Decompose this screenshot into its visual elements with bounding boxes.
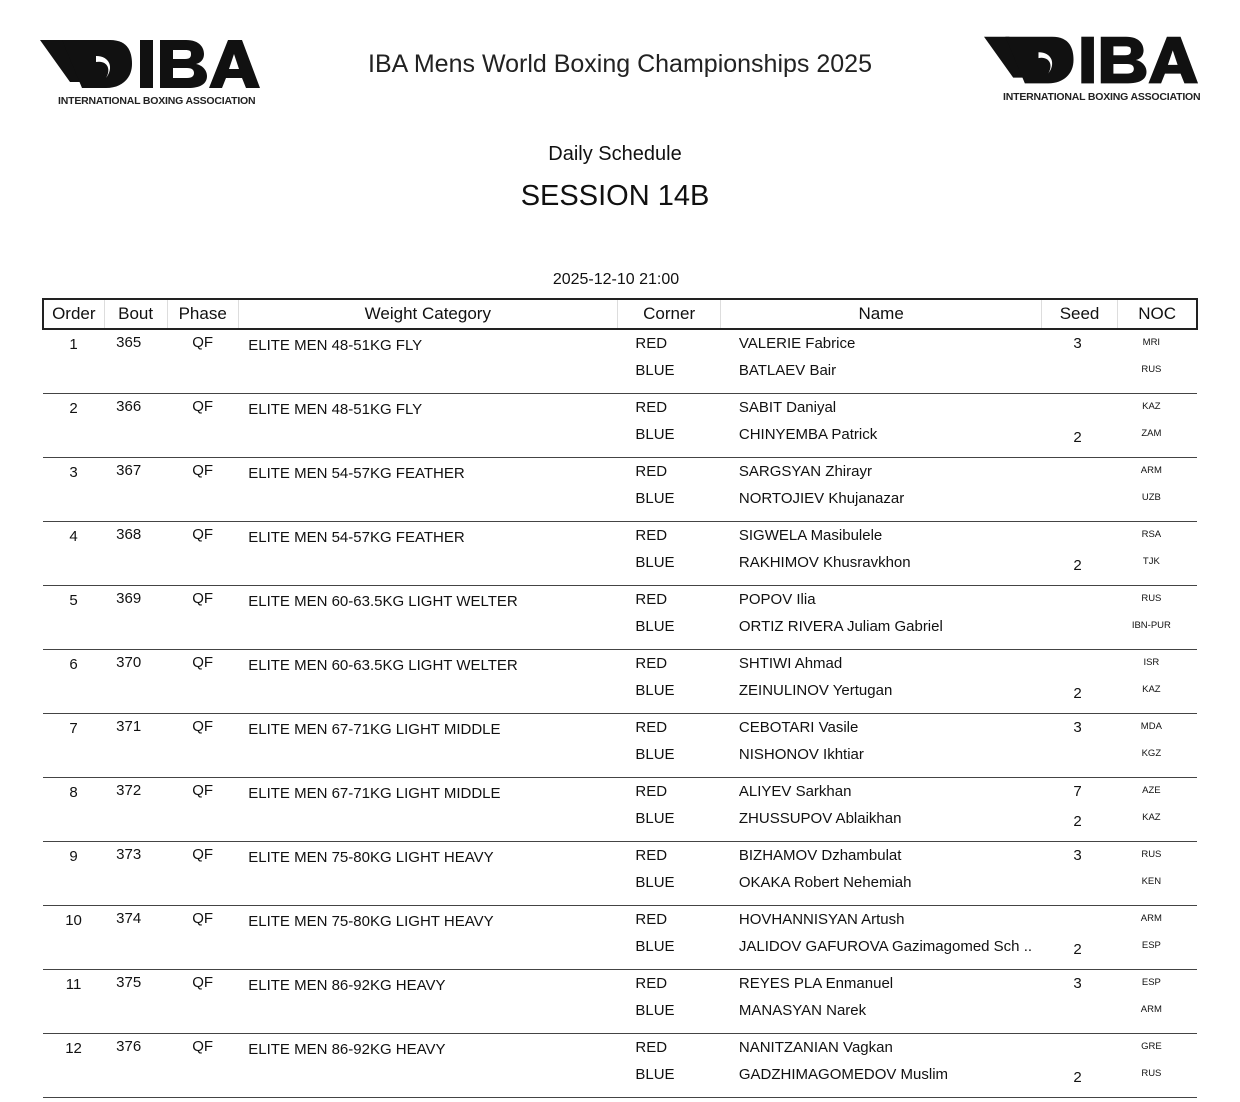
noc-blue: RUS xyxy=(1141,364,1162,375)
seed-cell xyxy=(1041,778,1117,842)
bout-value: 371 xyxy=(116,718,142,735)
seed-red: 3 xyxy=(1073,335,1082,352)
seed-red xyxy=(1041,522,1113,549)
order-value: 6 xyxy=(69,656,78,673)
weight-category-value: ELITE MEN 86-92KG HEAVY xyxy=(248,1041,446,1058)
noc-red: ARM xyxy=(1140,465,1162,476)
bout-value: 375 xyxy=(116,974,142,991)
phase-value: QF xyxy=(192,590,214,607)
seed-red: 3 xyxy=(1073,975,1082,992)
corner-red: RED xyxy=(635,975,668,992)
seed-blue xyxy=(1041,485,1113,515)
seed-blue: 2 xyxy=(1073,813,1082,830)
seed-red: 3 xyxy=(1073,719,1082,736)
noc-red: MDA xyxy=(1140,721,1162,732)
column-header-bout: Bout xyxy=(104,299,167,329)
schedule-table xyxy=(42,298,1198,1098)
name-cell xyxy=(721,778,1041,842)
name-cell xyxy=(721,522,1041,586)
order-cell xyxy=(43,329,104,394)
table-row xyxy=(43,842,1197,906)
corner-red: RED xyxy=(635,783,668,800)
noc-blue: RUS xyxy=(1141,1068,1162,1079)
corner-cell xyxy=(617,522,721,586)
phase-value: QF xyxy=(192,334,214,351)
table-row xyxy=(43,970,1197,1034)
order-cell xyxy=(43,522,104,586)
seed-cell xyxy=(1041,1034,1117,1098)
noc-red: ESP xyxy=(1141,977,1161,988)
seed-blue: 2 xyxy=(1073,557,1082,574)
bout-cell xyxy=(104,842,167,906)
bout-cell xyxy=(104,458,167,522)
seed-red xyxy=(1041,1034,1113,1061)
name-cell xyxy=(721,458,1041,522)
phase-value: QF xyxy=(192,974,214,991)
order-cell xyxy=(43,970,104,1034)
bout-value: 374 xyxy=(116,910,142,927)
table-row xyxy=(43,906,1197,970)
seed-red: 3 xyxy=(1073,847,1082,864)
bout-cell xyxy=(104,970,167,1034)
corner-red: RED xyxy=(635,911,668,928)
corner-cell xyxy=(617,329,721,394)
bout-cell xyxy=(104,586,167,650)
column-header-phase: Phase xyxy=(167,299,238,329)
phase-cell xyxy=(167,842,238,906)
table-row xyxy=(43,586,1197,650)
order-value: 12 xyxy=(65,1040,82,1057)
boxer-name-blue: MANASYAN Narek xyxy=(738,1002,867,1019)
noc-blue: ARM xyxy=(1140,1004,1162,1015)
weight-category-cell xyxy=(238,714,617,778)
weight-category-cell xyxy=(238,458,617,522)
corner-red: RED xyxy=(635,847,668,864)
seed-cell xyxy=(1041,970,1117,1034)
seed-red xyxy=(1041,650,1113,677)
boxer-name-blue: ZEINULINOV Yertugan xyxy=(738,682,893,699)
noc-cell xyxy=(1118,394,1197,458)
noc-cell xyxy=(1118,586,1197,650)
phase-cell xyxy=(167,586,238,650)
corner-red: RED xyxy=(635,399,668,416)
corner-red: RED xyxy=(635,591,668,608)
boxer-name-blue: ZHUSSUPOV Ablaikhan xyxy=(738,810,902,827)
order-value: 9 xyxy=(69,848,78,865)
weight-category-value: ELITE MEN 75-80KG LIGHT HEAVY xyxy=(248,913,494,930)
corner-cell xyxy=(617,650,721,714)
corner-red: RED xyxy=(635,1039,668,1056)
bout-value: 365 xyxy=(116,334,142,351)
phase-value: QF xyxy=(192,1038,214,1055)
noc-cell xyxy=(1118,842,1197,906)
name-cell xyxy=(721,714,1041,778)
weight-category-value: ELITE MEN 54-57KG FEATHER xyxy=(248,529,465,546)
weight-category-value: ELITE MEN 48-51KG FLY xyxy=(248,401,423,418)
order-value: 4 xyxy=(69,528,78,545)
phase-cell xyxy=(167,650,238,714)
logo-subtitle: INTERNATIONAL BOXING ASSOCIATION xyxy=(58,95,256,107)
corner-blue: BLUE xyxy=(635,682,675,699)
order-value: 1 xyxy=(69,336,78,353)
weight-category-value: ELITE MEN 60-63.5KG LIGHT WELTER xyxy=(248,657,518,674)
corner-cell xyxy=(617,778,721,842)
phase-value: QF xyxy=(192,526,214,543)
corner-cell xyxy=(617,970,721,1034)
weight-category-cell xyxy=(238,970,617,1034)
corner-blue: BLUE xyxy=(635,746,675,763)
seed-cell xyxy=(1041,650,1117,714)
column-header-corner: Corner xyxy=(617,299,721,329)
name-cell xyxy=(721,1034,1041,1098)
bout-value: 369 xyxy=(116,590,142,607)
column-header-order: Order xyxy=(43,299,104,329)
corner-blue: BLUE xyxy=(635,362,675,379)
noc-cell xyxy=(1118,650,1197,714)
noc-blue: KAZ xyxy=(1142,812,1161,823)
weight-category-cell xyxy=(238,522,617,586)
noc-cell xyxy=(1118,458,1197,522)
corner-blue: BLUE xyxy=(635,1002,675,1019)
noc-blue: KAZ xyxy=(1142,684,1161,695)
noc-red: RUS xyxy=(1141,593,1162,604)
logo-subtitle: INTERNATIONAL BOXING ASSOCIATION xyxy=(1003,91,1201,103)
order-cell xyxy=(43,842,104,906)
order-value: 8 xyxy=(69,784,78,801)
seed-cell xyxy=(1041,586,1117,650)
order-value: 7 xyxy=(69,720,78,737)
noc-cell xyxy=(1118,714,1197,778)
seed-blue xyxy=(1041,741,1113,771)
corner-red: RED xyxy=(635,335,668,352)
seed-red xyxy=(1041,906,1113,933)
order-value: 3 xyxy=(69,464,78,481)
weight-category-cell xyxy=(238,329,617,394)
name-cell xyxy=(721,650,1041,714)
bout-value: 372 xyxy=(116,782,142,799)
table-row xyxy=(43,714,1197,778)
table-row xyxy=(43,650,1197,714)
weight-category-value: ELITE MEN 67-71KG LIGHT MIDDLE xyxy=(248,721,501,738)
corner-blue: BLUE xyxy=(635,1066,675,1083)
corner-cell xyxy=(617,1034,721,1098)
phase-value: QF xyxy=(192,846,214,863)
bout-value: 370 xyxy=(116,654,142,671)
boxer-name-red: SARGSYAN Zhirayr xyxy=(738,463,872,480)
noc-red: AZE xyxy=(1142,785,1161,796)
session-datetime: 2025-12-10 21:00 xyxy=(552,271,680,288)
noc-red: GRE xyxy=(1141,1041,1162,1052)
boxer-name-blue: NORTOJIEV Khujanazar xyxy=(738,490,905,507)
weight-category-value: ELITE MEN 60-63.5KG LIGHT WELTER xyxy=(248,593,518,610)
noc-cell xyxy=(1118,522,1197,586)
corner-cell xyxy=(617,586,721,650)
noc-blue: IBN-PUR xyxy=(1131,620,1171,631)
boxer-name-red: BIZHAMOV Dzhambulat xyxy=(738,847,902,864)
noc-blue: KGZ xyxy=(1141,748,1162,759)
order-cell xyxy=(43,906,104,970)
noc-red: ISR xyxy=(1143,657,1160,668)
event-title: IBA Mens World Boxing Championships 2025 xyxy=(368,50,872,78)
seed-blue: 2 xyxy=(1073,941,1082,958)
name-cell xyxy=(721,329,1041,394)
weight-category-cell xyxy=(238,842,617,906)
order-value: 5 xyxy=(69,592,78,609)
weight-category-cell xyxy=(238,586,617,650)
boxer-name-blue: JALIDOV GAFUROVA Gazimagomed Sch .. xyxy=(738,938,1033,955)
weight-category-value: ELITE MEN 48-51KG FLY xyxy=(248,337,423,354)
order-value: 10 xyxy=(65,912,82,929)
seed-blue: 2 xyxy=(1073,429,1082,446)
order-cell xyxy=(43,778,104,842)
column-header-weight-category: Weight Category xyxy=(238,299,617,329)
table-row xyxy=(43,394,1197,458)
weight-category-value: ELITE MEN 54-57KG FEATHER xyxy=(248,465,465,482)
boxer-name-blue: GADZHIMAGOMEDOV Muslim xyxy=(738,1066,949,1083)
corner-blue: BLUE xyxy=(635,426,675,443)
bout-cell xyxy=(104,650,167,714)
phase-cell xyxy=(167,714,238,778)
corner-red: RED xyxy=(635,463,668,480)
corner-blue: BLUE xyxy=(635,874,675,891)
boxer-name-blue: OKAKA Robert Nehemiah xyxy=(738,874,912,891)
boxer-name-red: SHTIWI Ahmad xyxy=(738,655,843,672)
noc-blue: ESP xyxy=(1141,940,1161,951)
noc-red: ARM xyxy=(1140,913,1162,924)
noc-red: RUS xyxy=(1141,849,1162,860)
noc-cell xyxy=(1118,329,1197,394)
bout-value: 376 xyxy=(116,1038,142,1055)
corner-red: RED xyxy=(635,527,668,544)
name-cell xyxy=(721,842,1041,906)
boxer-name-red: ALIYEV Sarkhan xyxy=(738,783,852,800)
seed-cell xyxy=(1041,394,1117,458)
corner-blue: BLUE xyxy=(635,554,675,571)
phase-cell xyxy=(167,458,238,522)
corner-blue: BLUE xyxy=(635,810,675,827)
phase-cell xyxy=(167,522,238,586)
seed-cell xyxy=(1041,842,1117,906)
weight-category-cell xyxy=(238,1034,617,1098)
order-value: 11 xyxy=(65,976,82,993)
seed-blue xyxy=(1041,869,1113,899)
boxer-name-blue: NISHONOV Ikhtiar xyxy=(738,746,864,763)
weight-category-value: ELITE MEN 75-80KG LIGHT HEAVY xyxy=(248,849,494,866)
seed-red xyxy=(1041,394,1113,421)
name-cell xyxy=(721,906,1041,970)
name-cell xyxy=(721,394,1041,458)
bout-value: 373 xyxy=(116,846,142,863)
corner-blue: BLUE xyxy=(635,938,675,955)
boxer-name-red: SABIT Daniyal xyxy=(738,399,837,416)
corner-cell xyxy=(617,842,721,906)
phase-value: QF xyxy=(192,718,214,735)
corner-red: RED xyxy=(635,655,668,672)
phase-cell xyxy=(167,970,238,1034)
phase-cell xyxy=(167,778,238,842)
seed-blue xyxy=(1041,997,1113,1027)
order-value: 2 xyxy=(69,400,78,417)
table-row xyxy=(43,778,1197,842)
boxer-name-red: POPOV Ilia xyxy=(738,591,816,608)
seed-cell xyxy=(1041,329,1117,394)
name-cell xyxy=(721,586,1041,650)
phase-cell xyxy=(167,906,238,970)
seed-cell xyxy=(1041,714,1117,778)
phase-cell xyxy=(167,1034,238,1098)
table-row xyxy=(43,329,1197,394)
seed-cell xyxy=(1041,906,1117,970)
phase-value: QF xyxy=(192,910,214,927)
phase-cell xyxy=(167,329,238,394)
bout-cell xyxy=(104,329,167,394)
boxer-name-red: NANITZANIAN Vagkan xyxy=(738,1039,893,1056)
order-cell xyxy=(43,586,104,650)
phase-value: QF xyxy=(192,654,214,671)
seed-blue xyxy=(1041,357,1113,387)
noc-red: KAZ xyxy=(1142,401,1161,412)
noc-cell xyxy=(1118,1034,1197,1098)
weight-category-cell xyxy=(238,778,617,842)
session-title: SESSION 14B xyxy=(520,180,710,212)
phase-value: QF xyxy=(192,782,214,799)
seed-blue xyxy=(1041,613,1113,643)
order-cell xyxy=(43,458,104,522)
table-row xyxy=(43,522,1197,586)
noc-blue: ZAM xyxy=(1141,428,1162,439)
weight-category-value: ELITE MEN 86-92KG HEAVY xyxy=(248,977,446,994)
noc-cell xyxy=(1118,906,1197,970)
noc-red: MRI xyxy=(1142,337,1161,348)
bout-cell xyxy=(104,394,167,458)
boxer-name-red: CEBOTARI Vasile xyxy=(738,719,859,736)
seed-red xyxy=(1041,458,1113,485)
weight-category-cell xyxy=(238,906,617,970)
bout-value: 368 xyxy=(116,526,142,543)
bout-cell xyxy=(104,778,167,842)
table-header-row xyxy=(43,299,1197,329)
boxer-name-red: REYES PLA Enmanuel xyxy=(738,975,894,992)
boxer-name-red: SIGWELA Masibulele xyxy=(738,527,883,544)
order-cell xyxy=(43,650,104,714)
noc-blue: TJK xyxy=(1142,556,1160,567)
weight-category-cell xyxy=(238,650,617,714)
phase-value: QF xyxy=(192,462,214,479)
seed-cell xyxy=(1041,522,1117,586)
noc-blue: KEN xyxy=(1141,876,1162,887)
schedule-subtitle: Daily Schedule xyxy=(548,143,682,165)
bout-cell xyxy=(104,906,167,970)
corner-cell xyxy=(617,714,721,778)
boxer-name-blue: BATLAEV Bair xyxy=(738,362,837,379)
column-header-seed: Seed xyxy=(1041,299,1117,329)
bout-value: 366 xyxy=(116,398,142,415)
phase-value: QF xyxy=(192,398,214,415)
noc-blue: UZB xyxy=(1141,492,1161,503)
seed-red xyxy=(1041,586,1113,613)
order-cell xyxy=(43,394,104,458)
noc-red: RSA xyxy=(1141,529,1162,540)
bout-cell xyxy=(104,522,167,586)
bout-cell xyxy=(104,1034,167,1098)
seed-cell xyxy=(1041,458,1117,522)
name-cell xyxy=(721,970,1041,1034)
boxer-name-red: VALERIE Fabrice xyxy=(738,335,856,352)
corner-cell xyxy=(617,906,721,970)
corner-cell xyxy=(617,458,721,522)
column-header-noc: NOC xyxy=(1118,299,1197,329)
bout-value: 367 xyxy=(116,462,142,479)
phase-cell xyxy=(167,394,238,458)
boxer-name-blue: CHINYEMBA Patrick xyxy=(738,426,878,443)
table-row xyxy=(43,458,1197,522)
seed-blue: 2 xyxy=(1073,1069,1082,1086)
table-row xyxy=(43,1034,1197,1098)
noc-cell xyxy=(1118,778,1197,842)
corner-blue: BLUE xyxy=(635,490,675,507)
column-header-name: Name xyxy=(721,299,1041,329)
weight-category-value: ELITE MEN 67-71KG LIGHT MIDDLE xyxy=(248,785,501,802)
bout-cell xyxy=(104,714,167,778)
boxer-name-blue: ORTIZ RIVERA Juliam Gabriel xyxy=(738,618,943,635)
corner-cell xyxy=(617,394,721,458)
boxer-name-blue: RAKHIMOV Khusravkhon xyxy=(738,554,911,571)
order-cell xyxy=(43,714,104,778)
corner-blue: BLUE xyxy=(635,618,675,635)
seed-blue: 2 xyxy=(1073,685,1082,702)
noc-cell xyxy=(1118,970,1197,1034)
corner-red: RED xyxy=(635,719,668,736)
seed-red: 7 xyxy=(1073,783,1082,800)
order-cell xyxy=(43,1034,104,1098)
weight-category-cell xyxy=(238,394,617,458)
boxer-name-red: HOVHANNISYAN Artush xyxy=(738,911,905,928)
